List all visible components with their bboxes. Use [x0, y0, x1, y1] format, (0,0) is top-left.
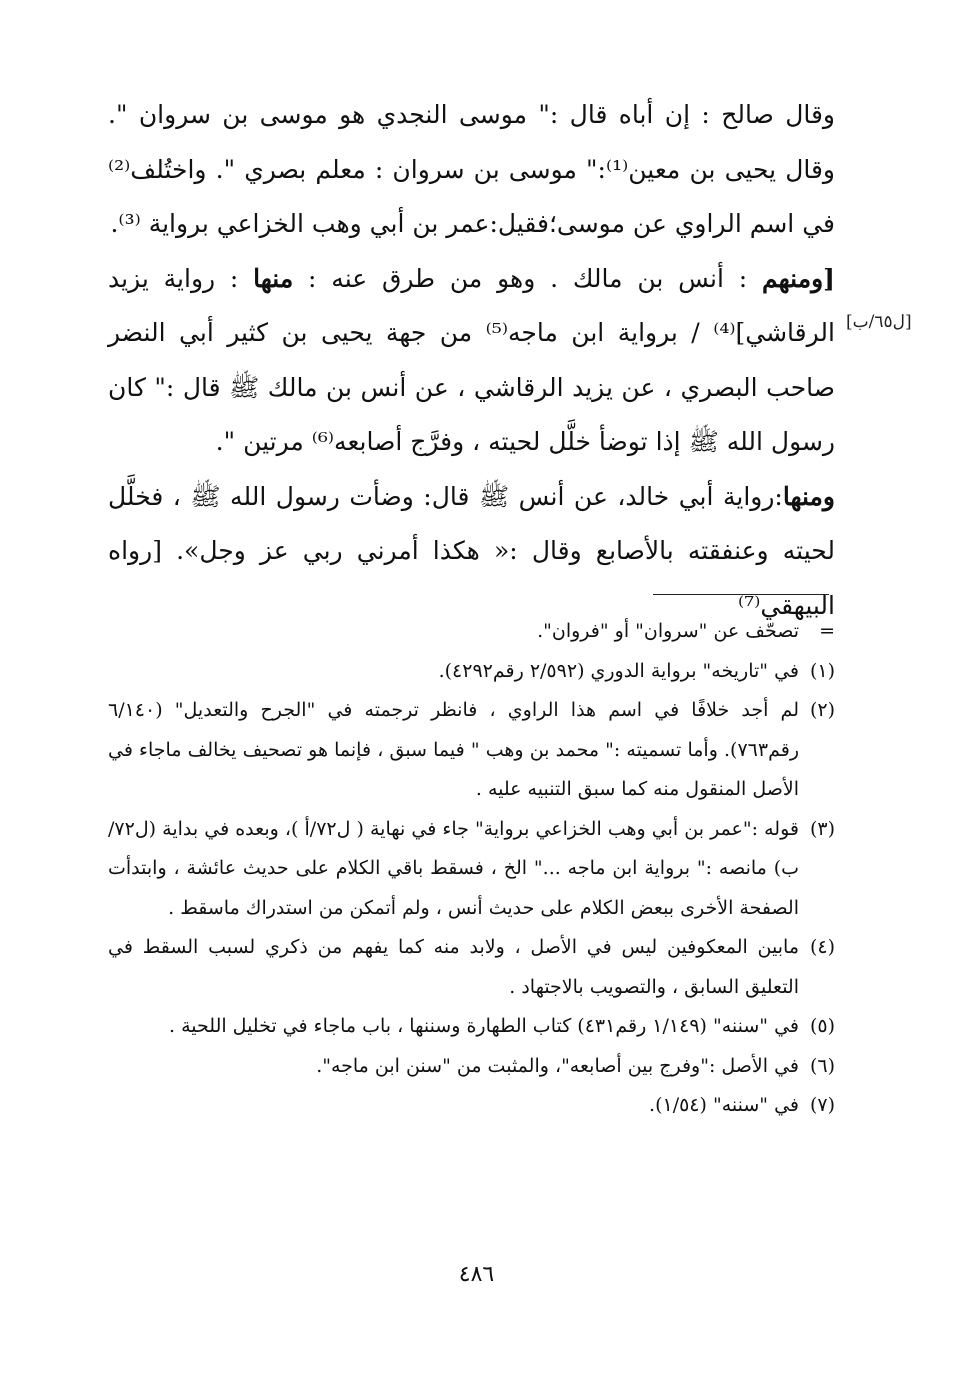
footnote-text: تصحّف عن "سروان" أو "فروان". [537, 620, 799, 642]
footnote-text: في "تاريخه" برواية الدوري (٢/٥٩٢ رقم٤٢٩٢). [438, 659, 799, 682]
footnote-text: في "سننه" (١/٥٤). [649, 1094, 799, 1116]
footnote-number: (٢) [809, 699, 835, 721]
footnote-2 [108, 691, 835, 810]
paragraph-3-lead: ومنها [782, 481, 835, 511]
footnote-6 [108, 1047, 835, 1087]
paragraph-2-part-a: : أنس بن مالك . وهو من طرق عنه : [293, 263, 762, 293]
footnote-text: لم أجد خلافًا في اسم هذا الراوي ، فانظر ترجمته في "الجرح والتعديل" (٦/١٤٠ رقم٧٦٣). وأما تسميته :" محمد بن وهب " فيما سبق ، فإنما هو تصحيف يخالف ماجاء في الأصل المنقول منه كما سبق التنبيه عليه . [108, 699, 799, 800]
footnote-4 [108, 928, 835, 1007]
paragraph-2 [108, 252, 835, 470]
footnote-number: (٦) [809, 1054, 835, 1077]
footnote-text: في الأصل :"وفرج بين أصابعه"، والمثبت من "سنن ابن ماجه". [316, 1054, 799, 1077]
paragraph-1: وقال صالح : إن أباه قال :" موسى النجدي هو موسى بن سروان ". وقال يحيى بن معين⁽¹⁾:" موسى بن سروان : معلم بصري ". واختُلف⁽²⁾في اسم الراوي عن موسى؛فقيل:عمر بن أبي وهب الخزاعي برواية ⁽³⁾. [108, 100, 835, 238]
main-text [108, 88, 835, 633]
footnotes [108, 612, 835, 1126]
footnote-number: (٣) [809, 817, 835, 840]
footnote-7 [108, 1086, 835, 1126]
footnote-3 [108, 810, 835, 929]
footnote-text: مابين المعكوفين ليس في الأصل ، ولابد منه كما يفهم من ذكري لسبب السقط في التعليق السابق ، والتصويب بالاجتهاد . [108, 936, 799, 998]
footnote-1 [108, 652, 835, 692]
paragraph-2-part-c: : رواية يزيد الرقاشي]⁽⁴⁾ / برواية ابن ماجه⁽⁵⁾ من جهة يحيى بن كثير أبي النضر صاحب البصري ، عن يزيد الرقاشي ، عن أنس بن مالك ﷺ قال :" كان رسول الله ﷺ إذا توضأ خلَّل لحيته ، وفرَّج أصابعه⁽⁶⁾ مرتين ". [108, 263, 835, 456]
footnote-text: في "سننه" (١/١٤٩ رقم٤٣١) كتاب الطهارة وسننها ، باب ماجاء في تخليل اللحية . [169, 1015, 799, 1037]
footnote-5 [108, 1007, 835, 1047]
footnote-number: (١) [809, 659, 835, 682]
paragraph-2-lead: [ومنهم [762, 263, 835, 293]
paragraph-2-keyword: منها [253, 263, 294, 293]
page-number: ٤٨٦ [458, 1262, 495, 1287]
footnote-number: (٧) [809, 1094, 835, 1116]
footnote-separator [653, 594, 829, 595]
footnote-text: قوله :"عمر بن أبي وهب الخزاعي برواية" جاء في نهاية ( ل٧٢/أ )، وبعده في بداية (ل٧٢/ب) مانصه :" برواية ابن ماجه ..." الخ ، فسقط باقي الكلام على حديث عائشة ، وابتدأت الصفحة الأخرى ببعض الكلام على حديث أنس ، ولم أتمكن من استدراك ماسقط . [108, 817, 799, 919]
footnote-number: (٥) [809, 1015, 835, 1037]
footnote-number: (٤) [809, 936, 835, 958]
footnote-marker: = [819, 620, 835, 642]
paragraph-3-rest: :رواية أبي خالد، عن أنس ﷺ قال: وضأت رسول الله ﷺ ، فخلَّل لحيته وعنفقته بالأصابع وقال :« هكذا أمرني ربي عز وجل». [رواه البيهقي⁽⁷⁾ [108, 481, 835, 620]
manuscript-folio-note: [ل٦٥/ب] [846, 312, 912, 332]
paragraph-3 [108, 470, 835, 634]
footnote-continuation [108, 612, 835, 652]
